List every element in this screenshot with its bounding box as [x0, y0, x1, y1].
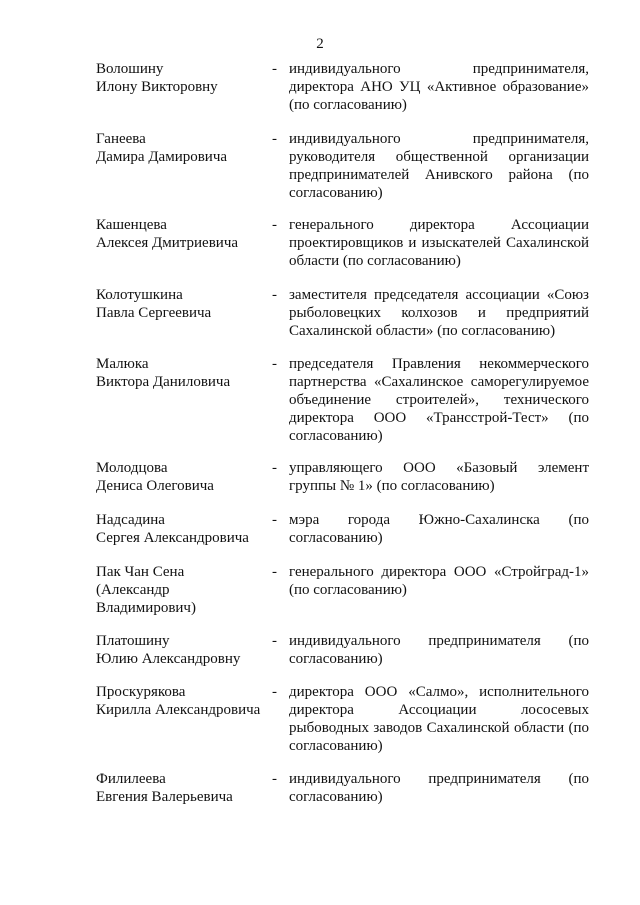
member-description: индивидуального предпринимателя, директора АНО УЦ «Активное образование» (по согласованию)	[289, 61, 589, 113]
member-name	[96, 355, 266, 391]
dash-separator: -	[272, 633, 277, 649]
member-description: генерального директора ООО «Стройград-1» (по согласованию)	[289, 564, 589, 598]
member-name-line: Проскурякова	[96, 684, 186, 700]
member-description: председателя Правления некоммерческого партнерства «Сахалинское саморегулируемое объединение строителей», технического директора ООО «Трансстрой-Тест» (по согласованию)	[289, 356, 589, 444]
dash-separator: -	[272, 564, 277, 580]
member-name-line: Филилеева	[96, 771, 166, 787]
member-name-line: Дениса Олеговича	[96, 478, 214, 494]
member-name	[96, 563, 266, 617]
dash-separator: -	[272, 460, 277, 476]
member-name-line: Платошину	[96, 633, 170, 649]
member-name-line: Евгения Валерьевича	[96, 789, 233, 805]
member-name	[96, 130, 266, 166]
member-name	[96, 632, 266, 668]
member-name-line: Малюка	[96, 356, 149, 372]
member-name-line: Илону Викторовну	[96, 79, 218, 95]
dash-separator: -	[272, 287, 277, 303]
member-description: индивидуального предпринимателя (по согласованию)	[289, 633, 589, 667]
dash-separator: -	[272, 512, 277, 528]
dash-separator: -	[272, 684, 277, 700]
dash-separator: -	[272, 771, 277, 787]
member-name	[96, 683, 266, 719]
dash-separator: -	[272, 61, 277, 77]
member-description: индивидуального предпринимателя (по согласованию)	[289, 771, 589, 805]
member-description: генерального директора Ассоциации проектировщиков и изыскателей Сахалинской области (по согласованию)	[289, 217, 589, 269]
member-description: директора ООО «Салмо», исполнительного директора Ассоциации лососевых рыбоводных заводов Сахалинской области (по согласованию)	[289, 684, 589, 754]
member-name	[96, 770, 266, 806]
member-name-line: (Александр	[96, 582, 170, 598]
member-name-line: Юлию Александровну	[96, 651, 241, 667]
member-name-line: Волошину	[96, 61, 164, 77]
member-name-line: Владимирович)	[96, 600, 196, 616]
member-name	[96, 459, 266, 495]
member-name-line: Павла Сергеевича	[96, 305, 212, 321]
member-description: заместителя председателя ассоциации «Союз рыболовецких колхозов и предприятий Сахалинской области» (по согласованию)	[289, 287, 589, 339]
member-name-line: Пак Чан Сена	[96, 564, 185, 580]
member-description: управляющего ООО «Базовый элемент группы № 1» (по согласованию)	[289, 460, 589, 494]
member-name	[96, 216, 266, 252]
member-name-line: Кирилла Александровича	[96, 702, 261, 718]
member-name-line: Дамира Дамировича	[96, 149, 228, 165]
member-name	[96, 60, 266, 96]
member-name-line: Надсадина	[96, 512, 165, 528]
page-number: 2	[316, 36, 324, 52]
dash-separator: -	[272, 217, 277, 233]
member-name	[96, 511, 266, 547]
member-name-line: Алексея Дмитриевича	[96, 235, 239, 251]
member-name-line: Колотушкина	[96, 287, 183, 303]
member-name-line: Ганеева	[96, 131, 146, 147]
member-name-line: Сергея Александровича	[96, 530, 249, 546]
member-name-line: Виктора Даниловича	[96, 374, 231, 390]
member-description: мэра города Южно-Сахалинска (по согласованию)	[289, 512, 589, 546]
member-name	[96, 286, 266, 322]
member-name-line: Кашенцева	[96, 217, 167, 233]
dash-separator: -	[272, 356, 277, 372]
member-description: индивидуального предпринимателя, руководителя общественной организации предпринимателей Анивского района (по согласованию)	[289, 131, 589, 201]
member-name-line: Молодцова	[96, 460, 168, 476]
dash-separator: -	[272, 131, 277, 147]
